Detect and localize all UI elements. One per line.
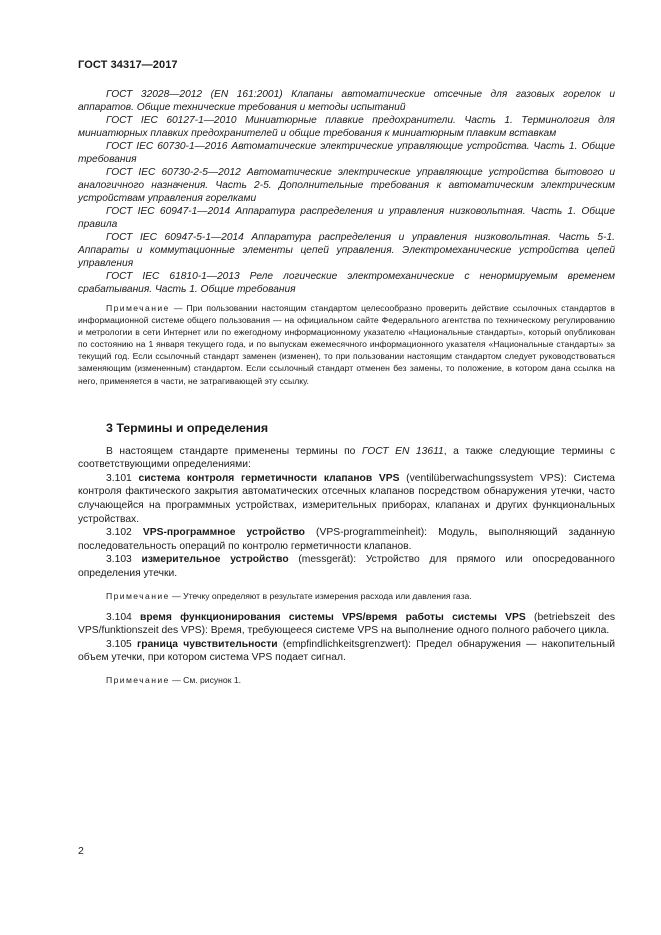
term-definition [78,526,615,553]
note-text: — Утечку определяют в результате измерения расхода или давления газа. [172,590,472,601]
term-number: 3.103 [106,554,132,566]
reference-item: ГОСТ IEC 60947-1—2014 Аппаратура распределения и управления низковольтная. Часть 1. Общие правила [78,206,615,230]
document-header: ГОСТ 34317—2017 [78,59,178,71]
term-name: измерительное устройство [141,554,289,566]
term-definition [78,611,615,638]
note-label: Примечание [106,675,170,686]
term-text: (VPS-programmeinheit): Модуль, выполняющий заданную последовательность операций по контролю герметичности клапанов. [78,527,615,552]
reference-item: ГОСТ IEC 60730-2-5—2012 Автоматические электрические управляющие устройства бытового и аналогичного назначения. Часть 2-5. Дополнительные требования к автоматическим электрическим устройствам управления горелками [78,167,615,204]
term-definition [78,553,615,580]
term-name: система контроля герметичности клапанов VPS [138,472,400,484]
reference-item: ГОСТ IEC 60127-1—2010 Миниатюрные плавкие предохранители. Часть 1. Терминология для миниатюрных плавких предохранителей и общие требования к миниатюрным плавким вставкам [78,115,615,139]
term-name: VPS-программное устройство [142,527,305,539]
note-label: Примечание [106,590,170,601]
term-name: граница чувствительности [137,638,278,650]
note-label: Примечание [106,303,170,313]
term-text: (ventilüberwachungssystem VPS): Система контроля фактического закрытия автоматических отсечных клапанов посредством обнаружения утечки, часто случающейся на программных устройствах, измерительных приборах, клапанах и других функциональных устройствах. [78,472,615,525]
section-intro: В настоящем стандарте применены термины по ГОСТ EN 13611, а также следующие термины с соответствующими определениями: [78,445,615,471]
reference-item: ГОСТ IEC 60730-1—2016 Автоматические электрические управляющие устройства. Часть 1. Общие требования [78,141,615,165]
standard-reference: ГОСТ EN 13611 [361,445,444,457]
term-number: 3.102 [106,527,132,539]
reference-item: ГОСТ IEC 61810-1—2013 Реле логические электромеханические с ненормируемым временем срабатывания. Часть 1. Общие требования [78,271,615,295]
note-term-103 [78,590,615,602]
note-text: — См. рисунок 1. [172,675,242,686]
reference-item: ГОСТ 32028—2012 (EN 161:2001) Клапаны автоматические отсечные для газовых горелок и аппаратов. Общие технические требования и методы испытаний [78,89,615,113]
page-content [78,88,615,686]
references-list [78,88,615,296]
note-references [78,302,615,387]
term-definition [78,472,615,526]
term-number: 3.104 [106,611,132,623]
term-text: (empfindlichkeitsgrenzwert): Предел обнаружения — накопительный объем утечки, при котором система VPS подает сигнал. [78,638,615,664]
term-text: (betriebszeit des VPS/funktionszeit des VPS): Время, требующееся системе VPS на выполнение одного полного рабочего цикла. [78,611,615,637]
note-term-105 [78,674,615,686]
reference-item: ГОСТ IEC 60947-5-1—2014 Аппаратура распределения и управления низковольтная. Часть 5-1. Аппараты и коммутационные элементы цепей управления. Электромеханические устройства цепей управления [78,232,615,269]
term-number: 3.101 [106,472,132,484]
page-number: 2 [78,845,84,857]
term-definition [78,638,615,665]
section-title: 3 Термины и определения [106,420,269,435]
term-name: время функционирования системы VPS/время работы системы VPS [140,611,526,623]
term-number: 3.105 [106,638,132,650]
term-text: (messgerät): Устройство для прямого или опосредованного определения утечки. [78,554,615,579]
note-text: — При пользовании настоящим стандартом целесообразно проверить действие ссылочных стандартов в информационной системе общего пользования — на официальном сайте Федерального агентства по техническому регулированию и метрологии в сети Интернет или по ежегодному информационному указателю «Национальные стандарты», который опубликован по состоянию на 1 января текущего года, и по выпускам ежемесячного информационного указателя «Национальные стандарты» за текущий год. Если ссылочный стандарт заменен (изменен), то при пользовании настоящим стандартом следует руководствоваться заменяющим (измененным) стандартом. Если ссылочный стандарт отменен без замены, то положение, в котором дана ссылка на него, применяется в части, не затрагивающей эту ссылку. [78,303,615,386]
